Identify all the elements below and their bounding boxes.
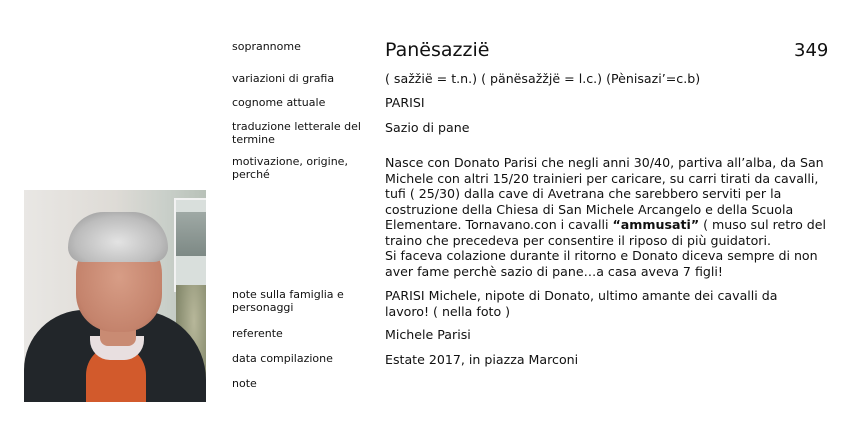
value-traduzione: Sazio di pane xyxy=(385,120,470,135)
label-motivazione: motivazione, origine, perché xyxy=(232,155,348,181)
motivazione-line-7: Si faceva colazione durante il ritorno e Donato diceva sempre di non xyxy=(385,248,818,263)
motivazione-line-4: costruzione della Chiesa di San Michele Arcangelo e della Scuola xyxy=(385,201,794,217)
value-note-famiglia xyxy=(385,288,847,319)
label-soprannome: soprannome xyxy=(232,40,301,53)
motivazione-line-8: aver fame perchè sazio di pane…a casa aveva 7 figli! xyxy=(385,263,723,279)
motivazione-line-1: Nasce con Donato Parisi che negli anni 30/40, partiva all’alba, da San xyxy=(385,155,824,170)
portrait-photo xyxy=(24,190,206,402)
motivazione-line-5 xyxy=(385,217,847,233)
value-soprannome: Panësazzië xyxy=(385,39,490,61)
motivazione-line-5-bold: “ammusati” xyxy=(612,217,700,232)
value-cognome: PARISI xyxy=(385,95,425,110)
value-variazioni: ( sažžië = t.n.) ( pänësažžjë = l.c.) (Pènisazi’=c.b) xyxy=(385,71,701,86)
photo-window-pane xyxy=(176,212,206,256)
label-referente: referente xyxy=(232,327,283,340)
motivazione-line-5-post: ( muso sul retro del xyxy=(699,217,827,232)
note-famiglia-line-1: PARISI Michele, nipote di Donato, ultimo amante dei cavalli da xyxy=(385,288,778,303)
motivazione-line-3: tufi ( 25/30) dalla cave di Avetrana che sarebbero serviti per la xyxy=(385,186,782,201)
label-variazioni: variazioni di grafia xyxy=(232,72,335,85)
label-cognome: cognome attuale xyxy=(232,96,326,109)
value-referente: Michele Parisi xyxy=(385,327,471,342)
value-motivazione xyxy=(385,155,847,279)
value-data-compilazione: Estate 2017, in piazza Marconi xyxy=(385,352,579,367)
label-data-compilazione: data compilazione xyxy=(232,352,333,365)
label-traduzione: traduzione letterale del termine xyxy=(232,120,361,146)
motivazione-line-5-pre: Elementare. Tornavano.con i cavalli xyxy=(385,217,613,232)
photo-hair xyxy=(68,212,168,262)
note-famiglia-line-2: lavoro! ( nella foto ) xyxy=(385,303,511,319)
motivazione-line-2: Michele con altri 15/20 trainieri per caricare, su carri tirati da cavalli, xyxy=(385,170,819,186)
motivazione-line-6: traino che precedeva per consentire il riposo di più guidatori. xyxy=(385,232,771,248)
label-note: note xyxy=(232,377,257,390)
page-number: 349 xyxy=(794,40,829,61)
label-note-famiglia: note sulla famiglia e personaggi xyxy=(232,288,344,314)
